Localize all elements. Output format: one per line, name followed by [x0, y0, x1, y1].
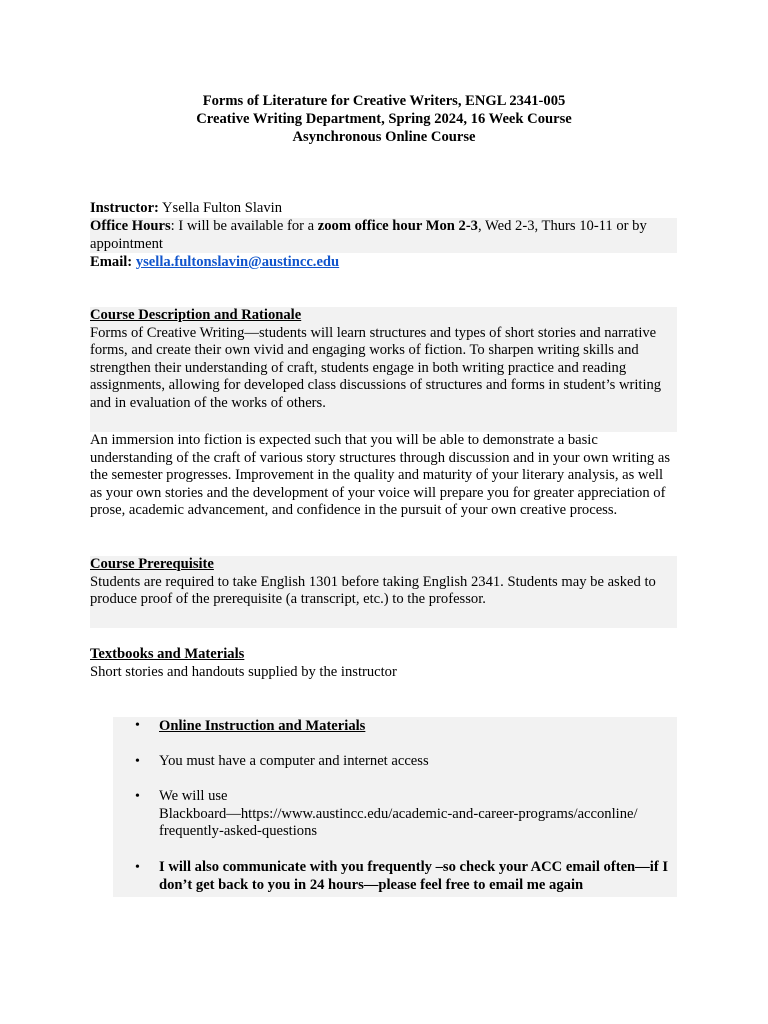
course-title: Forms of Literature for Creative Writers, ENGL 2341-005: [202, 93, 566, 109]
blackboard-line3: frequently-asked-questions: [159, 823, 318, 840]
list-item: [113, 788, 677, 841]
online-instruction-heading: Online Instruction and Materials: [159, 718, 366, 734]
textbooks-text: Short stories and handouts supplied by the instructor: [90, 663, 397, 680]
office-hours-zoom: zoom office hour Mon 2-3: [317, 218, 478, 234]
list-item: [113, 753, 677, 771]
bullet-icon: •: [135, 789, 140, 805]
course-description-section: [90, 307, 677, 432]
list-item: [113, 717, 677, 736]
computer-access-item: You must have a computer and internet access: [159, 752, 429, 769]
instructor-name: Ysella Fulton Slavin: [162, 200, 283, 216]
course-description-para1: Forms of Creative Writing—students will learn structures and types of short stories and narrative forms, and create their own vivid and engaging works of fiction. To sharpen writing skills and strengthen their understanding of craft, students engage in both writing practice and reading assignments, allowing for developed class discussions of structures and forms in student’s writing and in evaluation of the works of others.: [90, 324, 662, 411]
textbooks-section: [90, 646, 677, 681]
blackboard-line1: We will use: [159, 788, 228, 805]
course-description-heading: Course Description and Rationale: [90, 307, 302, 323]
instructor-label: Instructor:: [90, 200, 159, 216]
instructor-line: [90, 200, 677, 218]
list-item: [113, 859, 677, 894]
department-term: Creative Writing Department, Spring 2024, 16 Week Course: [196, 111, 572, 127]
prerequisite-heading: Course Prerequisite: [90, 556, 214, 572]
document-header: [0, 93, 768, 147]
communication-item: I will also communicate with you frequently –so check your ACC email often—if I don’t get back to you in 24 hours—please feel free to email me again: [159, 858, 669, 893]
bullet-icon: •: [135, 718, 140, 733]
office-hours-label: Office Hours: [90, 218, 171, 234]
email-link[interactable]: ysella.fultonslavin@austincc.edu: [135, 254, 340, 270]
prerequisite-section: [90, 556, 677, 628]
email-label: Email:: [90, 254, 133, 270]
online-instruction-section: [113, 717, 677, 897]
office-hours-pre: : I will be available for a: [170, 218, 318, 234]
blackboard-line2: Blackboard—https://www.austincc.edu/academic-and-career-programs/acconline/: [159, 805, 638, 822]
prerequisite-text: Students are required to take English 1301 before taking English 2341. Students may be asked to produce proof of the prerequisite (a transcript, etc.) to the professor.: [90, 573, 656, 608]
bullet-icon: •: [135, 753, 140, 769]
email-line: [90, 254, 677, 272]
textbooks-heading: Textbooks and Materials: [90, 646, 245, 662]
online-instruction-list: [113, 717, 677, 894]
office-hours-post: , Wed 2-3, Thurs 10-11 or by appointment: [90, 218, 647, 252]
course-description-para2-text: An immersion into fiction is expected such that you will be able to demonstrate a basic understanding of the craft of various story structures through discussion and in your own writing as the semester progresses. Improvement in the quality and maturity of your literary analysis, as well as your own stories and the development of your voice will prepare you for greater appreciation of prose, academic advancement, and confidence in the pursuit of your own creative process.: [90, 432, 670, 519]
course-description-para2: [90, 432, 677, 520]
office-hours: [90, 218, 677, 253]
bullet-icon: •: [135, 859, 140, 875]
course-format: Asynchronous Online Course: [292, 129, 476, 145]
